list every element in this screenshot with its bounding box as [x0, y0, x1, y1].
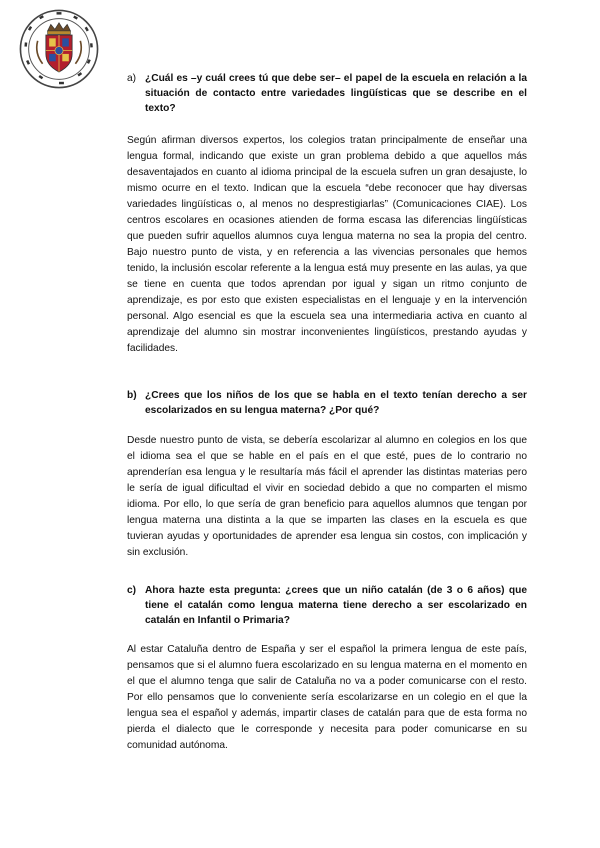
- question-letter: b): [127, 390, 137, 401]
- question-text: Ahora hazte esta pregunta: ¿crees que un niño catalán (de 3 o 6 años) que tiene el catalán como lengua materna tiene derecho a ser escolarizado en catalán en Infantil o Primaria?: [145, 585, 527, 626]
- answer-a: Según afirman diversos expertos, los colegios tratan principalmente de enseñar una lengua formal, indicando que existe un gran problema debido a que aquellos más desaventajados en cuanto al idioma principal de la escuela sufren un gran desajuste, lo mismo ocurre en el texto. Indican que la escuela “debe reconocer que hay diversas variedades lingüísticas o, al menos no desprestigiarlas” (Comunicaciones CIAE). Los centros escolares en ocasiones atienden de forma escasa las diferencias lingüísticas que pueden sufrir aquellos alumnos cuya lengua materna no sea la propia del centro. Bajo nuestro punto de vista, y en referencia a las vivencias personales que hemos tenido, la inclusión escolar referente a la lengua está muy presente en las aulas, ya que se tiene en cuenta que todos aprendan por igual y sigan un ritmo conjunto de aprendizaje, es por esto que existen especialistas en el lenguaje y en la intervención personal. Algo esencial es que la escuela sea una intermediaria activa en cuanto al aprendizaje del alumno sin mostrar inconvenientes lingüísticos, prestando ayudas y facilidades.: [127, 135, 527, 354]
- university-crest-logo: [18, 8, 100, 90]
- section-a: [127, 71, 527, 357]
- answer-c: Al estar Cataluña dentro de España y ser el español la primera lengua de este país, pensamos que si el alumno fuera escolarizado en su lengua materna en el momento en el que el alumno tenga que salir de Cataluña no va a poder comunicarse con el resto. Por ello pensamos que lo conveniente sería escolarizarse en un colegio en el que la lengua sea el español y además, impartir clases de catalán para que de esta forma no pierda el dialecto que le corresponde y necesita para poder comunicarse en su comunidad autónoma.: [127, 644, 527, 751]
- section-c: [127, 583, 527, 754]
- question-letter: c): [127, 585, 137, 596]
- question-b: [127, 388, 527, 418]
- question-letter: a): [127, 73, 137, 84]
- question-c: [127, 583, 527, 628]
- question-a: [127, 71, 527, 116]
- section-b: [127, 388, 527, 561]
- question-text: ¿Cuál es –y cuál crees tú que debe ser– el papel de la escuela en relación a la situación de contacto entre variedades lingüísticas que se describe en el texto?: [145, 73, 527, 114]
- answer-b: Desde nuestro punto de vista, se debería escolarizar al alumno en colegios en los que el idioma sea el que se hable en el país en el que esté, pues de lo contrario no aprenderían esa lengua y le resultaría más fácil el aprender las distintas materias pero le sería de igual dificultad el vivir en sociedad debido a que no comparten el mismo idioma. Por ello, lo que sería de gran beneficio para aquellos alumnos que tengan por lengua materna una distinta a la que se imparten las clases en la escuela es que tuvieran ayudas y oportunidades de aprender esa lengua sin costos, con implicación y sin exclusión.: [127, 435, 527, 558]
- question-text: ¿Crees que los niños de los que se habla en el texto tenían derecho a ser escolarizados en su lengua materna? ¿Por qué?: [145, 390, 527, 416]
